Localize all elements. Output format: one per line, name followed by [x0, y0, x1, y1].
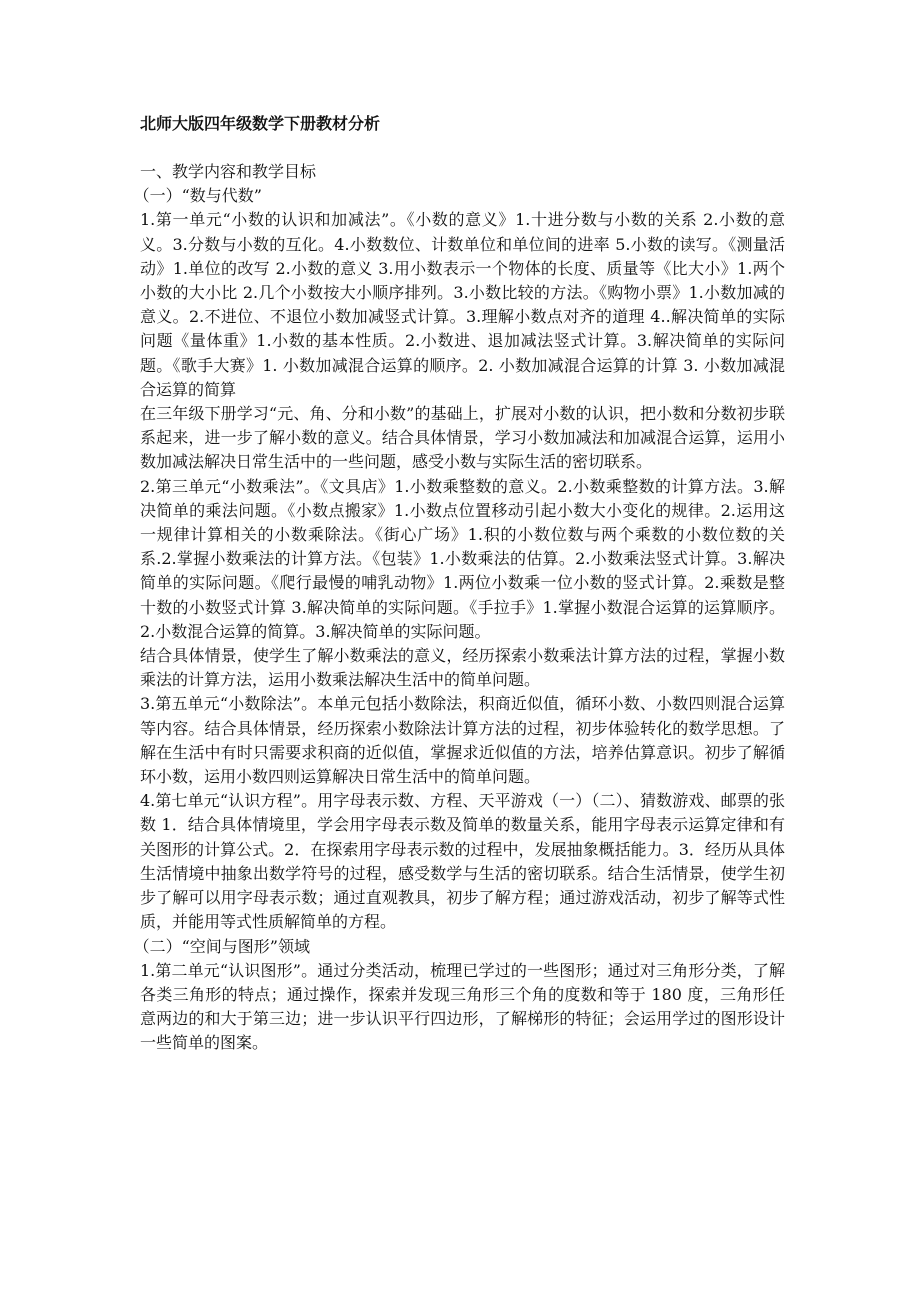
paragraph-unit5: 3.第五单元“小数除法”。本单元包括小数除法，积商近似值，循环小数、小数四则混合运算等内容。结合具体情景，经历探索小数除法计算方法的过程，初步体验转化的数学思想。了解在生活中有时只需要求积商的近似值，掌握求近似值的方法，培养估算意识。初步了解循环小数，运用小数四则运算解决日常生活中的简单问题。 [140, 694, 785, 787]
paragraph-unit7: 4.第七单元“认识方程”。用字母表示数、方程、天平游戏（一）（二）、猜数游戏、邮票的张数 1．结合具体情境里，学会用字母表示数及简单的数量关系，能用字母表示运算定律和有关图形的计算公式。2．在探索用字母表示数的过程中，发展抽象概括能力。3．经历从具体生活情境中抽象出数学符号的过程，感受数学与生活的密切联系。结合生活情景，使学生初步了解可以用字母表示数；通过直观教具，初步了解方程；通过游戏活动，初步了解等式性质，并能用等式性质解简单的方程。 [140, 791, 785, 932]
paragraph-unit3: 2.第三单元“小数乘法”。《文具店》1.小数乘整数的意义。2.小数乘整数的计算方法。3.解决简单的乘法问题。《小数点搬家》1.小数点位置移动引起小数大小变化的规律。2.运用这一规律计算相关的小数乘除法。《街心广场》1.积的小数位数与两个乘数的小数位数的关系.2.掌握小数乘法的计算方法。《包装》1.小数乘法的估算。2.小数乘法竖式计算。3.解决简单的实际问题。《爬行最慢的哺乳动物》1.两位小数乘一位小数的竖式计算。2.乘数是整十数的小数竖式计算 3.解决简单的实际问题。《手拉手》1.掌握小数混合运算的运算顺序。2.小数混合运算的简算。3.解决简单的实际问题。 [140, 476, 785, 641]
paragraph-unit3-goals: 结合具体情景，使学生了解小数乘法的意义，经历探索小数乘法计算方法的过程，掌握小数乘法的计算方法，运用小数乘法解决生活中的简单问题。 [140, 646, 785, 690]
subsection-heading-space-shape: （二）“空间与图形”领域 [133, 936, 310, 956]
document-title: 北师大版四年级数学下册教材分析 [140, 114, 381, 133]
paragraph-unit1-goals: 在三年级下册学习“元、角、分和小数”的基础上，扩展对小数的认识，把小数和分数初步联系起来，进一步了解小数的意义。结合具体情景，学习小数加减法和加减混合运算，运用小数加减法解决日常生活中的一些问题，感受小数与实际生活的密切联系。 [140, 404, 785, 472]
section-heading: 一、教学内容和教学目标 [140, 162, 317, 181]
subsection-heading-number-algebra: （一）“数与代数” [133, 186, 262, 206]
paragraph-unit1: 1.第一单元“小数的认识和加减法”。《小数的意义》1.十进分数与小数的关系 2.小数的意义。3.分数与小数的互化。4.小数数位、计数单位和单位间的进率 5.小数的读写。《测量活动》1.单位的改写 2.小数的意义 3.用小数表示一个物体的长度、质量等《比大小》1.两个小数的大小比 2.几个小数按大小顺序排列。3.小数比较的方法。《购物小票》1.小数加减的意义。2.不进位、不退位小数加减竖式计算。3.理解小数点对齐的道理 4..解决简单的实际问题《量体重》1.小数的基本性质。2.小数进、退加减法竖式计算。3.解决简单的实际问题。《歌手大赛》1. 小数加减混合运算的顺序。2. 小数加减混合运算的计算 3. 小数加减混合运算的简算 [140, 210, 785, 399]
paragraph-unit2: 1.第二单元“认识图形”。通过分类活动，梳理已学过的一些图形；通过对三角形分类，了解各类三角形的特点；通过操作，探索并发现三角形三个角的度数和等于 180 度，三角形任意两边的和大于第三边；进一步认识平行四边形，了解梯形的特征；会运用学过的图形设计一些简单的图案。 [140, 960, 785, 1053]
document-page [133, 112, 785, 1056]
